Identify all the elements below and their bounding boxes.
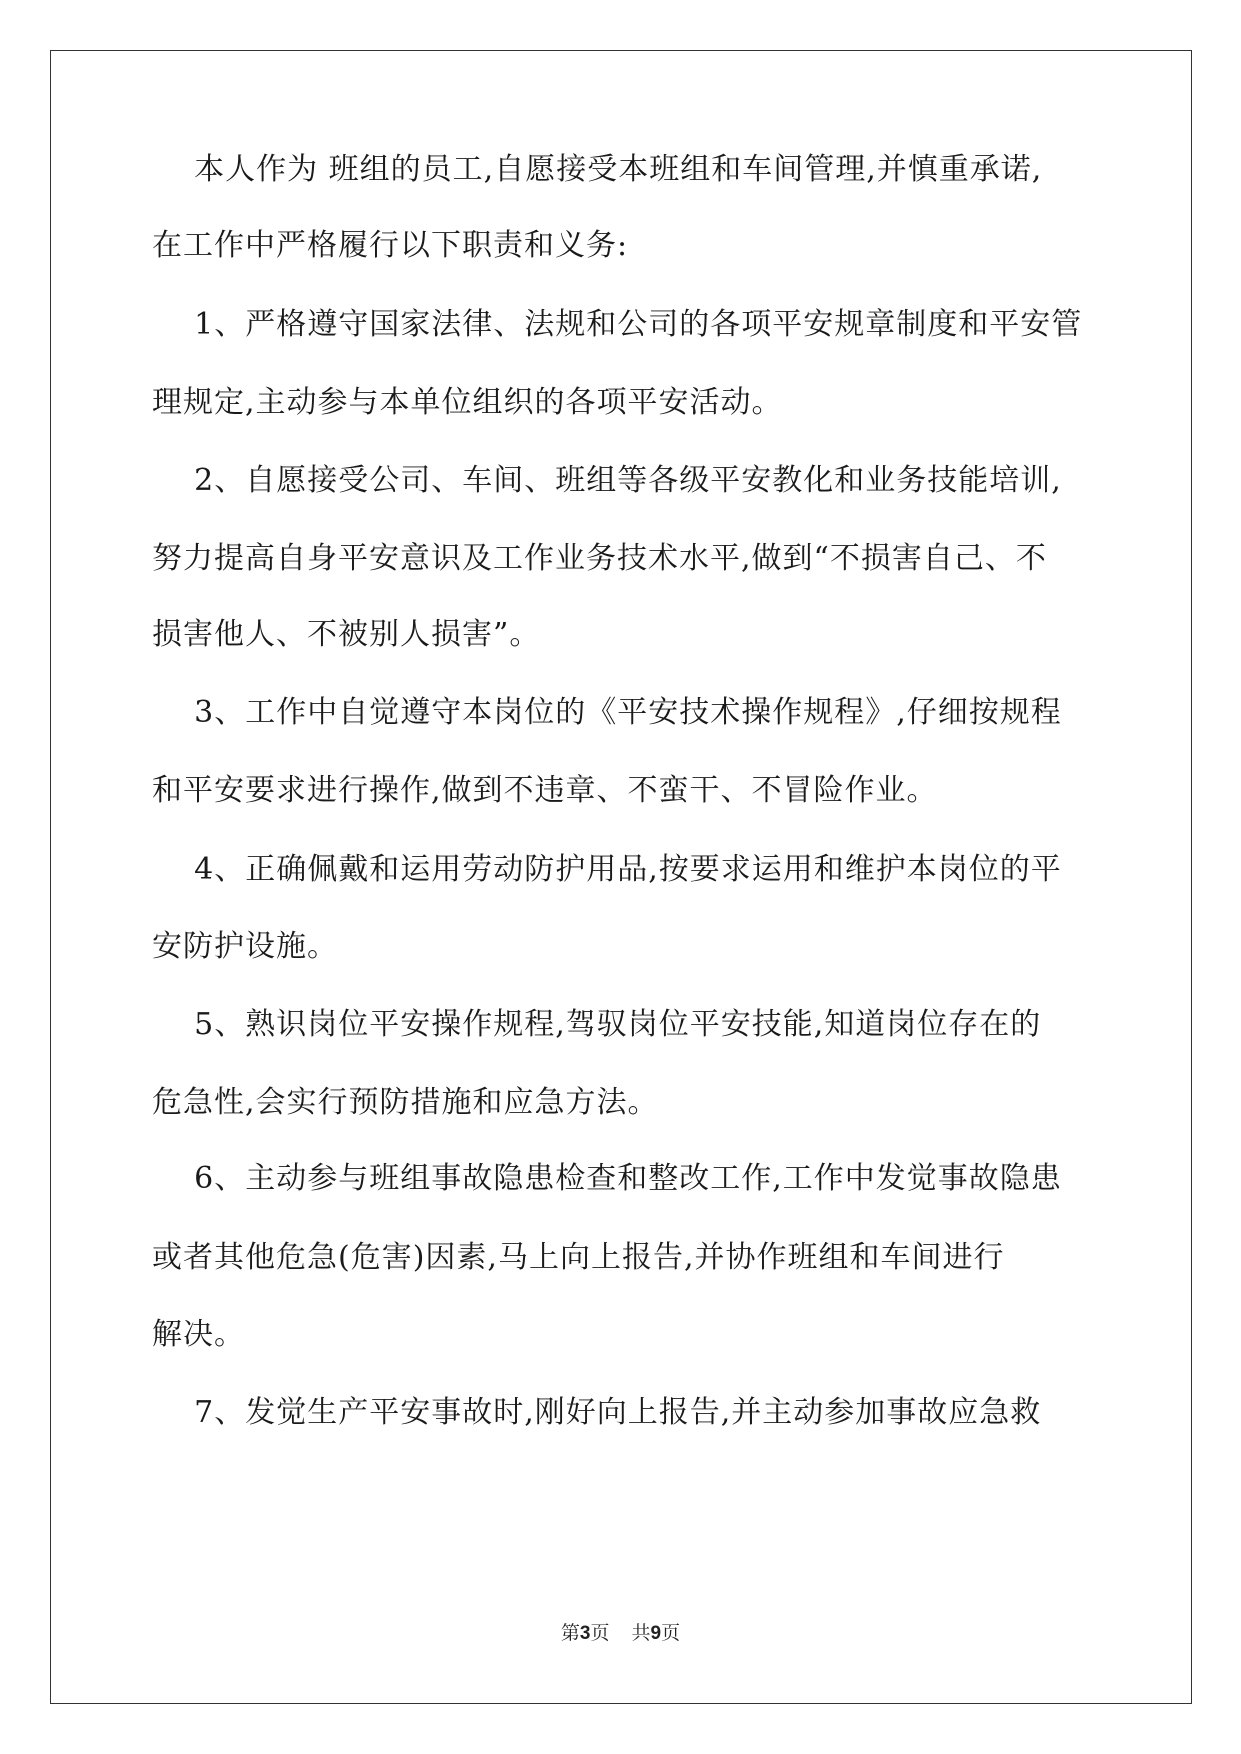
text-line: 安防护设施。 xyxy=(152,929,338,964)
text-line: 7、发觉生产平安事故时,刚好向上报告,并主动参加事故应急救 xyxy=(152,1395,1042,1430)
page-footer xyxy=(0,1621,1241,1646)
text-line: 4、正确佩戴和运用劳动防护用品,按要求运用和维护本岗位的平 xyxy=(152,852,1062,887)
text-line: 或者其他危急(危害)因素,马上向上报告,并协作班组和车间进行 xyxy=(152,1240,1005,1275)
text-line: 2、自愿接受公司、车间、班组等各级平安教化和业务技能培训, xyxy=(152,463,1062,498)
text-line: 3、工作中自觉遵守本岗位的《平安技术操作规程》,仔细按规程 xyxy=(152,695,1062,730)
page-prefix: 第 xyxy=(560,1622,580,1644)
text-line: 努力提高自身平安意识及工作业务技术水平,做到“不损害自己、不 xyxy=(152,541,1047,576)
text-line: 理规定,主动参与本单位组织的各项平安活动。 xyxy=(152,385,783,420)
text-line: 危急性,会实行预防措施和应急方法。 xyxy=(152,1085,659,1120)
page-suffix: 页 xyxy=(590,1622,610,1644)
total-pages: 9 xyxy=(650,1623,662,1644)
text-line: 6、主动参与班组事故隐患检查和整改工作,工作中发觉事故隐患 xyxy=(152,1161,1062,1196)
text-line: 在工作中严格履行以下职责和义务: xyxy=(152,228,629,263)
text-line: 本人作为 班组的员工,自愿接受本班组和车间管理,并慎重承诺, xyxy=(152,152,1043,187)
text-line: 损害他人、不被别人损害”。 xyxy=(152,617,541,652)
page-number: 3 xyxy=(579,1623,591,1644)
text-line: 和平安要求进行操作,做到不违章、不蛮干、不冒险作业。 xyxy=(152,773,938,808)
text-line: 5、熟识岗位平安操作规程,驾驭岗位平安技能,知道岗位存在的 xyxy=(152,1007,1042,1042)
text-line: 1、严格遵守国家法律、法规和公司的各项平安规章制度和平安管 xyxy=(152,307,1083,342)
text-line: 解决。 xyxy=(152,1317,245,1352)
total-prefix: 共 xyxy=(631,1622,651,1644)
total-suffix: 页 xyxy=(661,1622,681,1644)
